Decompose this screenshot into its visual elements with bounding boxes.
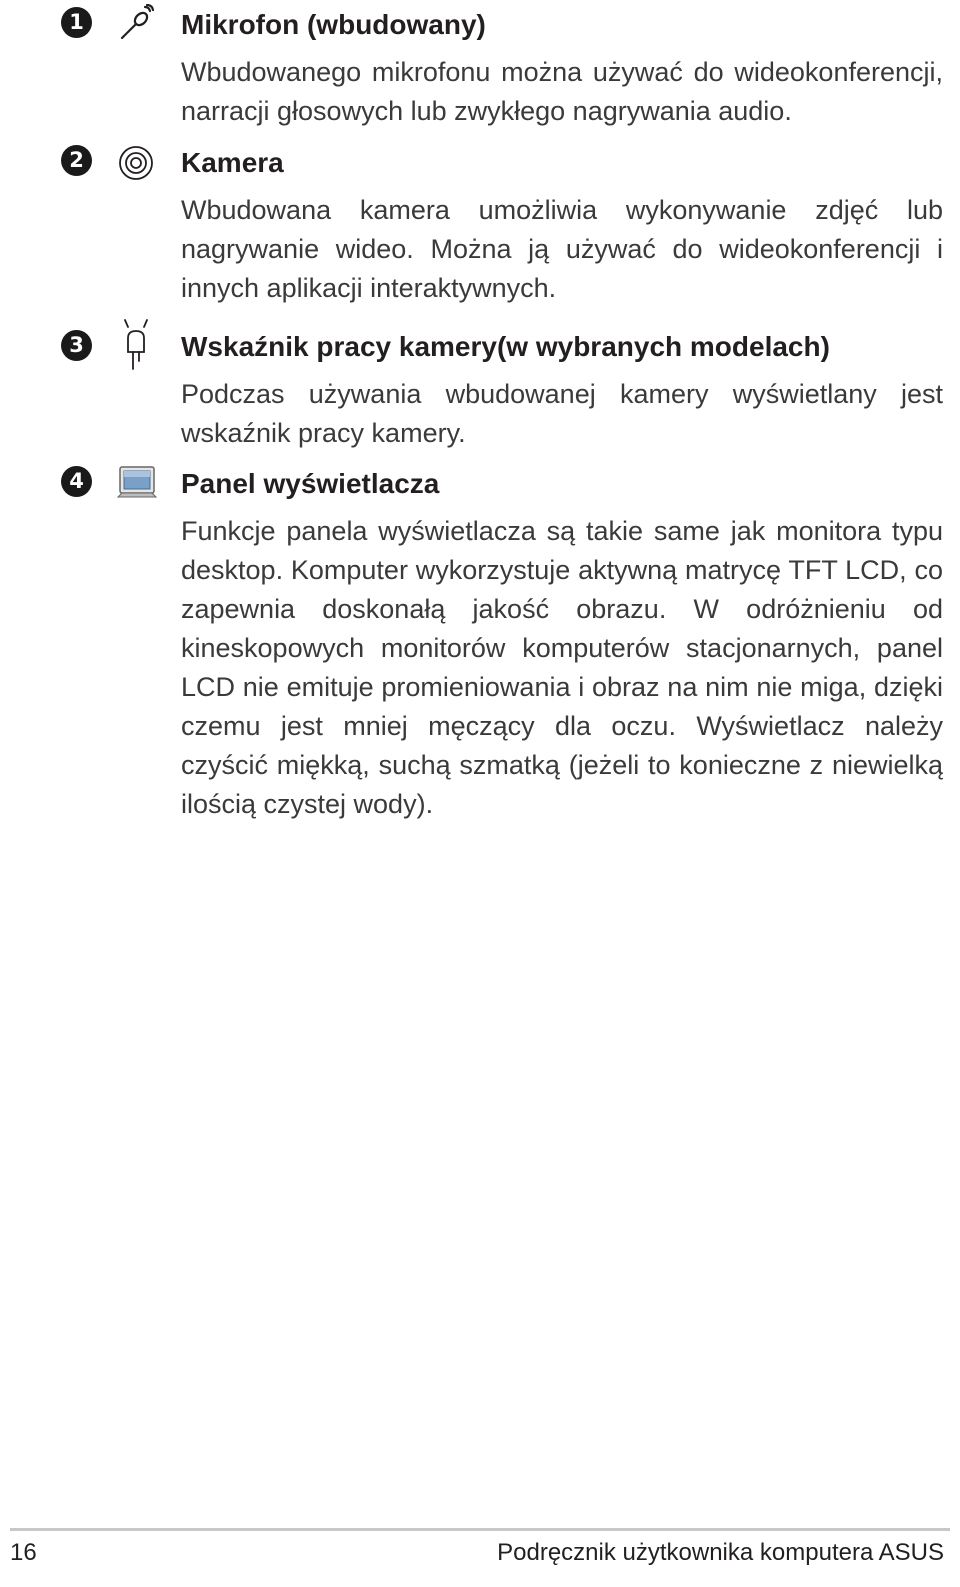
- item-number-badge: 2: [61, 145, 92, 176]
- display-panel-icon: [116, 463, 160, 503]
- item-description: Podczas używania wbudowanej kamery wyświetlany jest wskaźnik pracy kamery.: [181, 379, 943, 448]
- camera-indicator-icon: [116, 316, 156, 376]
- item-number-badge: 3: [61, 330, 92, 361]
- item-description: Wbudowanego mikrofonu można używać do wideokonferencji, narracji głosowych lub zwykłego nagrywania audio.: [181, 57, 943, 126]
- footer-manual-title: Podręcznik użytkownika komputera ASUS: [497, 1539, 944, 1566]
- camera-icon: [116, 143, 156, 183]
- item-title: Mikrofon (wbudowany): [181, 9, 486, 40]
- item-number-badge: 4: [61, 466, 92, 497]
- item-title: Panel wyświetlacza: [181, 468, 440, 499]
- item-description: Wbudowana kamera umożliwia wykonywanie zdjęć lub nagrywanie wideo. Można ją używać do wideokonferencji i innych aplikacji interaktywnych.: [181, 195, 943, 303]
- item-title: Wskaźnik pracy kamery(w wybranych modelach): [181, 331, 830, 362]
- item-description: Funkcje panela wyświetlacza są takie same jak monitora typu desktop. Komputer wykorzystuje aktywną matrycę TFT LCD, co zapewnia doskonałą jakość obrazu. W odróżnieniu od kineskopowych monitorów komputerów stacjonarnych, panel LCD nie emituje promieniowania i obraz na nim nie miga, dzięki czemu jest mniej męczący dla oczu. Wyświetlacz należy czyścić miękką, suchą szmatką (jeżeli to konieczne z niewielką ilością czystej wody).: [181, 516, 943, 819]
- item-number-badge: 1: [61, 7, 92, 38]
- microphone-icon: [116, 4, 156, 44]
- item-title: Kamera: [181, 147, 284, 178]
- page-number: 16: [10, 1539, 37, 1566]
- footer-divider: [10, 1528, 950, 1531]
